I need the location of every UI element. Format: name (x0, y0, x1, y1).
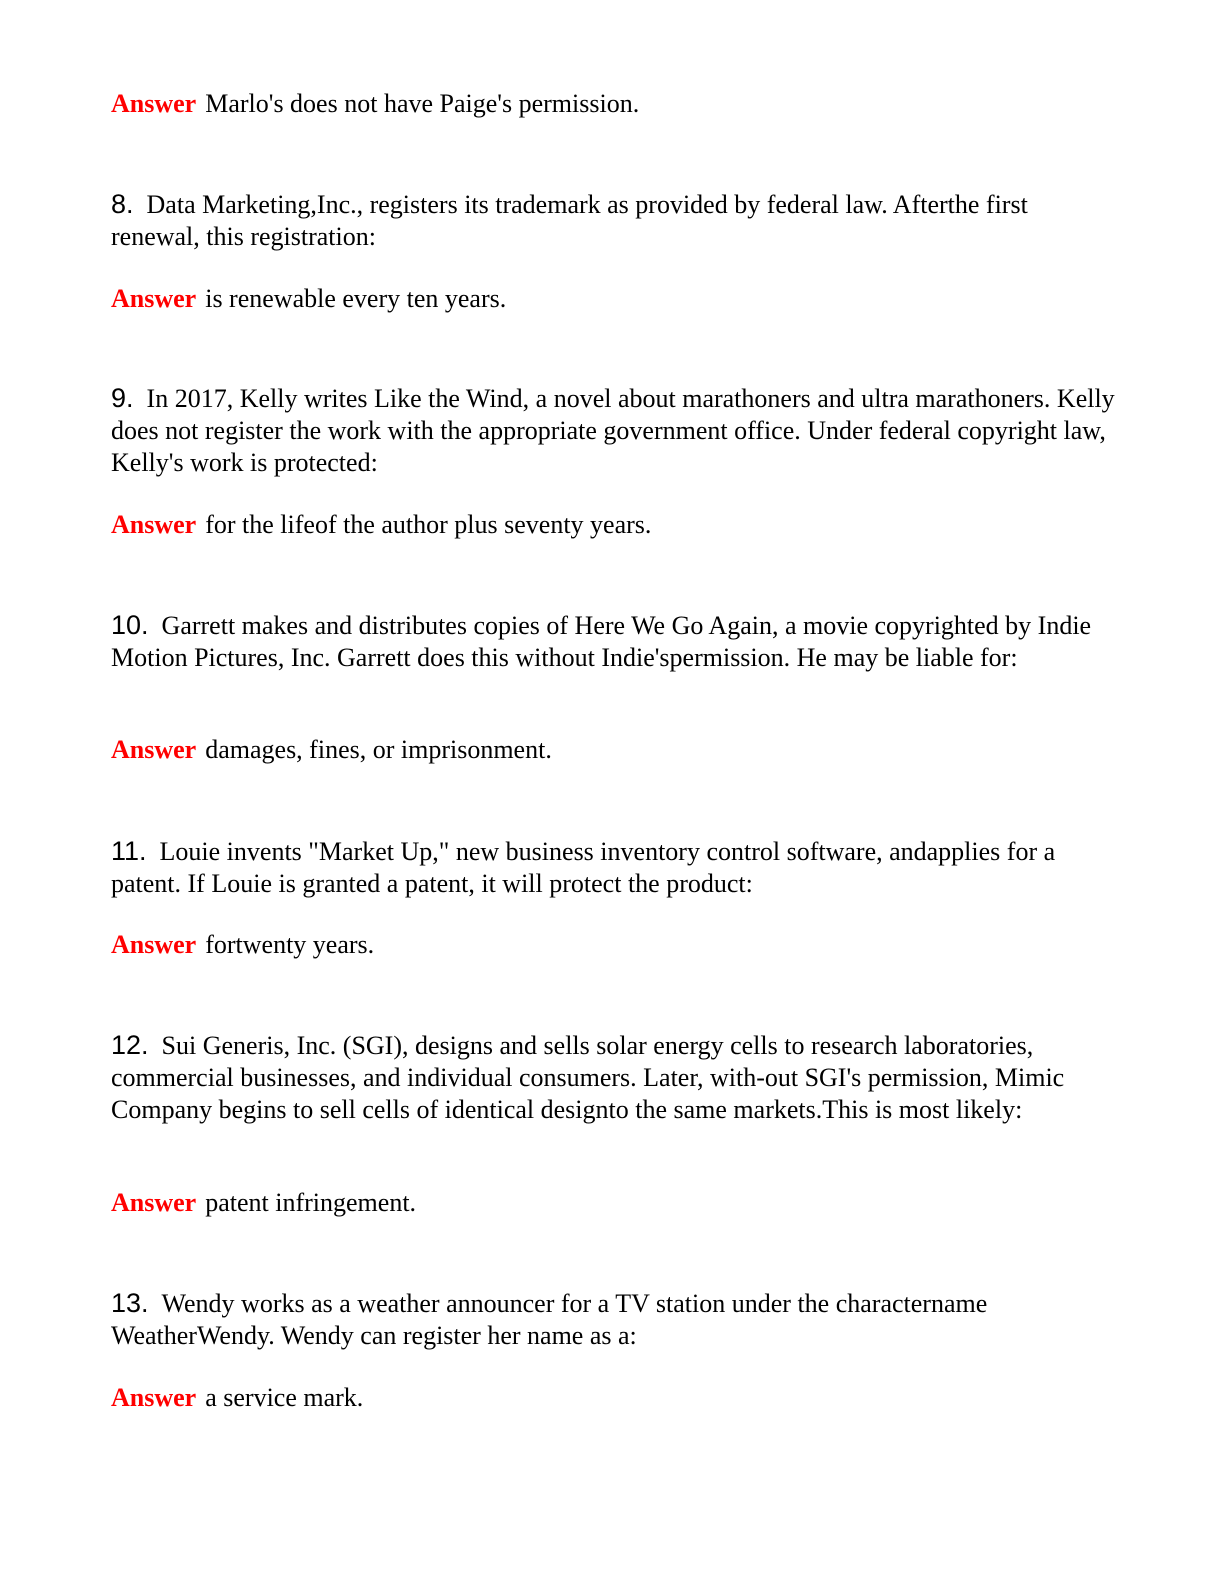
answer-text: patent infringement. (205, 1188, 417, 1217)
answer-label: Answer (111, 1383, 197, 1412)
answer-text: a service mark. (205, 1383, 364, 1412)
question-text: In 2017, Kelly writes Like the Wind, a novel about marathoners and ultra marathoners. Kelly does not register the work with the appropriate government office. Under federal copyright law, Kelly's work is protected: (111, 384, 1115, 477)
answer-line-7 (111, 88, 1121, 120)
answer-line-10 (111, 734, 1121, 766)
answer-text: fortwenty years. (205, 930, 375, 959)
question-number: 9. (111, 383, 134, 413)
answer-line-11 (111, 929, 1121, 961)
answer-label: Answer (111, 735, 197, 764)
question-8 (111, 188, 1121, 253)
answer-line-8 (111, 283, 1121, 315)
question-text: Sui Generis, Inc. (SGI), designs and sells solar energy cells to research laboratories, commercial businesses, and individual consumers. Later, with-out SGI's permission, Mimic Company begins to sell cells of identical designto the same markets.This is most likely: (111, 1031, 1065, 1124)
question-number: 10. (111, 610, 149, 640)
answer-text: damages, fines, or imprisonment. (205, 735, 552, 764)
question-number: 12. (111, 1030, 149, 1060)
question-10 (111, 609, 1121, 674)
answer-text: for the lifeof the author plus seventy years. (205, 510, 652, 539)
question-13 (111, 1287, 1121, 1352)
question-number: 11. (111, 836, 147, 866)
answer-line-9 (111, 509, 1121, 541)
question-text: Data Marketing,Inc., registers its trademark as provided by federal law. Afterthe first renewal, this registration: (111, 190, 1028, 251)
answer-label: Answer (111, 89, 197, 118)
answer-line-12 (111, 1187, 1121, 1219)
question-number: 13. (111, 1288, 149, 1318)
question-text: Garrett makes and distributes copies of Here We Go Again, a movie copyrighted by Indie Motion Pictures, Inc. Garrett does this without Indie'spermission. He may be liable for: (111, 611, 1092, 672)
question-text: Wendy works as a weather announcer for a TV station under the charactername WeatherWendy. Wendy can register her name as a: (111, 1289, 988, 1350)
question-text: Louie invents "Market Up," new business inventory control software, andapplies for a patent. If Louie is granted a patent, it will protect the product: (111, 837, 1056, 898)
answer-text: Marlo's does not have Paige's permission. (205, 89, 640, 118)
question-9 (111, 382, 1121, 479)
question-number: 8. (111, 189, 134, 219)
answer-line-13 (111, 1382, 1121, 1414)
question-11 (111, 835, 1121, 900)
answer-label: Answer (111, 284, 197, 313)
answer-text: is renewable every ten years. (205, 284, 507, 313)
answer-label: Answer (111, 1188, 197, 1217)
answer-label: Answer (111, 930, 197, 959)
question-12 (111, 1029, 1121, 1126)
answer-label: Answer (111, 510, 197, 539)
